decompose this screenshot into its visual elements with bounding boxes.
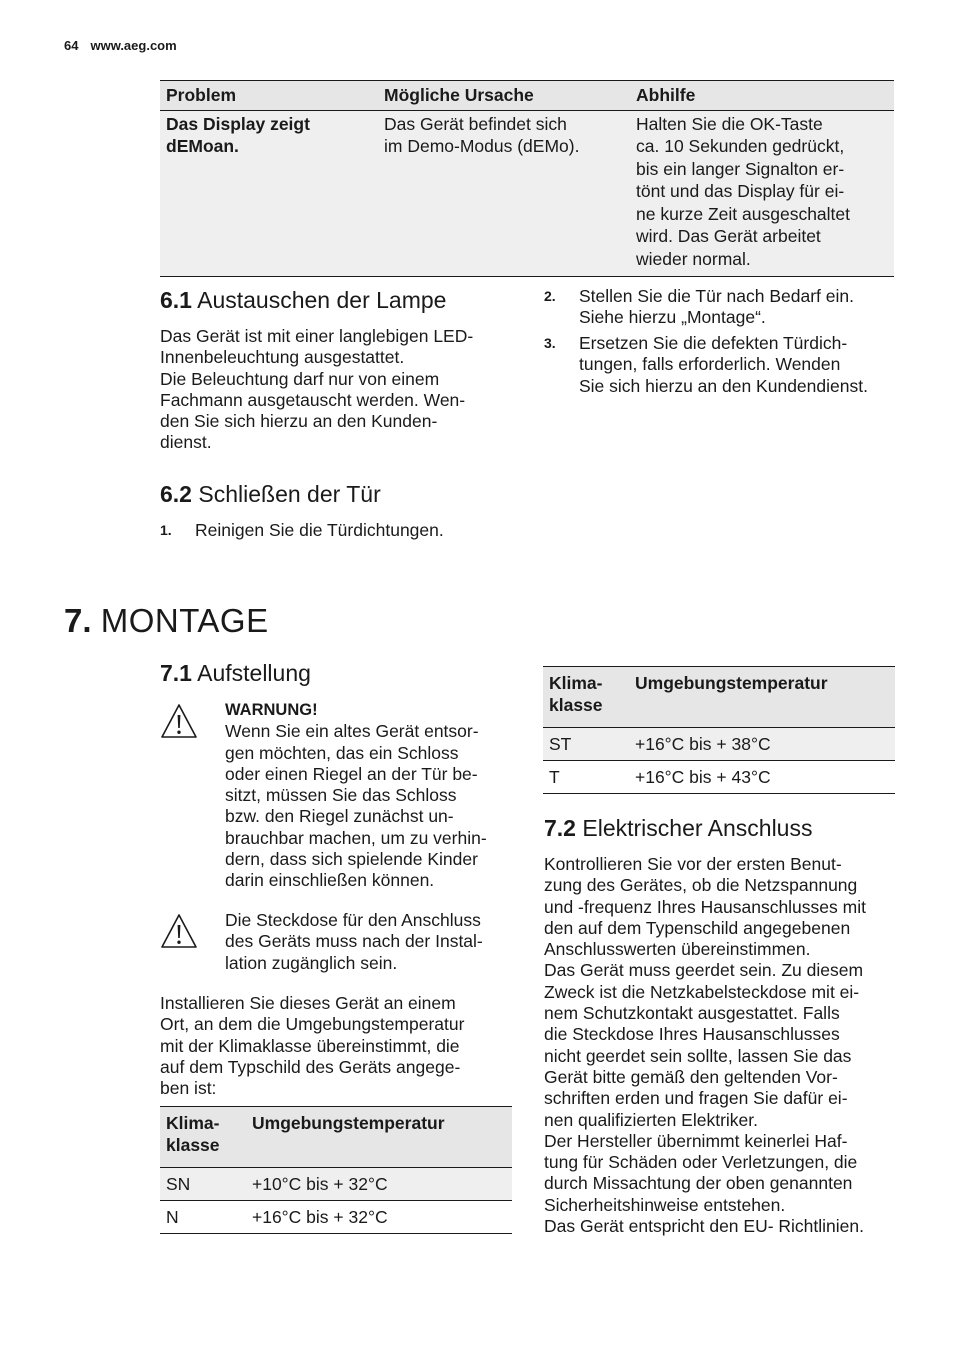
section-number: 6.1 (160, 287, 192, 313)
warning-triangle-icon (160, 703, 198, 739)
website-url: www.aeg.com (90, 38, 177, 53)
warning-text: Wenn Sie ein altes Gerät entsor- gen möchten, das ein Schloss oder einen Riegel an der Tür be- sitzt, müssen Sie das Schloss bzw. den Riegel zunächst un- brauchbar machen, um zu verhin- dern, dass sich spielende Kinder darin einschließen können. (225, 721, 487, 891)
table-row (543, 728, 895, 761)
section-heading-7-1 (160, 659, 311, 687)
section-number: 7.1 (160, 660, 192, 686)
temperature-cell: +16°C bis + 38°C (629, 728, 895, 761)
section-title: Austauschen der Lampe (197, 287, 447, 313)
table-header-row (160, 81, 894, 111)
chapter-title: MONTAGE (100, 602, 269, 639)
page-number: 64 (64, 38, 79, 53)
step-text: Stellen Sie die Tür nach Bedarf ein. Siehe hierzu „Montage“. (579, 286, 854, 328)
caution-text: Die Steckdose für den Anschluss des Geräts muss nach der Instal- lation zugänglich sein. (225, 910, 483, 973)
column-header-class: Klima- klasse (160, 1107, 246, 1168)
section-7-1-body: Installieren Sie dieses Gerät an einem Ort, an dem die Umgebungstemperatur mit der Klimaklasse übereinstimmt, die auf dem Typschild des Geräts angege- ben ist: (160, 993, 465, 1099)
problem-cell: Das Display zeigt dEMoan. (160, 110, 378, 277)
page-header (64, 38, 177, 53)
step-number: 3. (544, 335, 556, 351)
column-header-problem: Problem (160, 81, 378, 111)
section-number: 6.2 (160, 481, 192, 507)
climate-class-table (160, 1106, 512, 1234)
section-heading-6-1 (160, 286, 446, 314)
column-header-class: Klima- klasse (543, 667, 629, 728)
temperature-cell: +16°C bis + 43°C (629, 761, 895, 794)
section-title: Aufstellung (197, 660, 311, 686)
column-header-cause: Mögliche Ursache (378, 81, 630, 111)
step-number: 1. (160, 522, 172, 538)
climate-class-cell: T (543, 761, 629, 794)
table-row (160, 1168, 512, 1201)
caution-triangle-icon (160, 913, 198, 949)
chapter-number: 7. (64, 602, 92, 639)
section-number: 7.2 (544, 815, 576, 841)
column-header-remedy: Abhilfe (630, 81, 894, 111)
temperature-cell: +16°C bis + 32°C (246, 1201, 512, 1234)
section-6-1-body: Das Gerät ist mit einer langlebigen LED- Innenbeleuchtung ausgestattet. Die Beleuchtung darf nur von einem Fachmann ausgetauscht werden. Wen- den Sie sich hierzu an den Kunden- dienst. (160, 326, 474, 453)
climate-class-cell: SN (160, 1168, 246, 1201)
step-text: Ersetzen Sie die defekten Türdich- tungen, falls erforderlich. Wenden Sie sich hierzu an den Kundendienst. (579, 333, 868, 396)
table-row (160, 110, 894, 277)
section-7-2-body: Kontrollieren Sie vor der ersten Benut- zung des Gerätes, ob die Netzspannung und -frequenz Ihres Hausanschlusses mit den auf dem Typenschild angegebenen Anschlusswerten übereinstimmen. Das Gerät muss geerdet sein. Zu diesem Zweck ist die Netzkabelsteckdose mit ei- nem Schutzkontakt ausgestattet. Falls die Steckdose Ihres Hausanschlusses nicht geerdet sein sollte, lassen Sie das Gerät bitte gemäß den geltenden Vor- schriften erden und fragen Sie dafür ei- nen qualifizierten Elektriker. Der Hersteller übernimmt keinerlei Haf- tung für Schäden oder Verletzungen, die durch Missachtung der oben genannten Sicherheitshinweise entstehen. Das Gerät entspricht den EU- Richtlinien. (544, 854, 866, 1237)
warning-label: WARNUNG! (225, 701, 318, 719)
climate-class-table (543, 666, 895, 794)
section-title: Schließen der Tür (198, 481, 381, 507)
chapter-heading (64, 603, 269, 639)
cause-cell: Das Gerät befindet sich im Demo-Modus (dEMo). (378, 110, 630, 277)
remedy-cell: Halten Sie die OK-Taste ca. 10 Sekunden gedrückt, bis ein langer Signalton er- tönt und das Display für ei- ne kurze Zeit ausgeschaltet wird. Das Gerät arbeitet wieder normal. (630, 110, 894, 277)
table-row (543, 761, 895, 794)
temperature-cell: +10°C bis + 32°C (246, 1168, 512, 1201)
section-heading-7-2 (544, 814, 812, 842)
section-title: Elektrischer Anschluss (582, 815, 813, 841)
column-header-temperature: Umgebungstemperatur (246, 1107, 512, 1168)
climate-class-cell: ST (543, 728, 629, 761)
table-row (160, 1201, 512, 1234)
step-text: Reinigen Sie die Türdichtungen. (195, 520, 444, 540)
climate-class-cell: N (160, 1201, 246, 1234)
table-header-row (160, 1107, 512, 1168)
step-number: 2. (544, 288, 556, 304)
section-heading-6-2 (160, 480, 381, 508)
table-header-row (543, 667, 895, 728)
warning-block (225, 700, 515, 892)
column-header-temperature: Umgebungstemperatur (629, 667, 895, 728)
troubleshooting-table (160, 80, 894, 277)
